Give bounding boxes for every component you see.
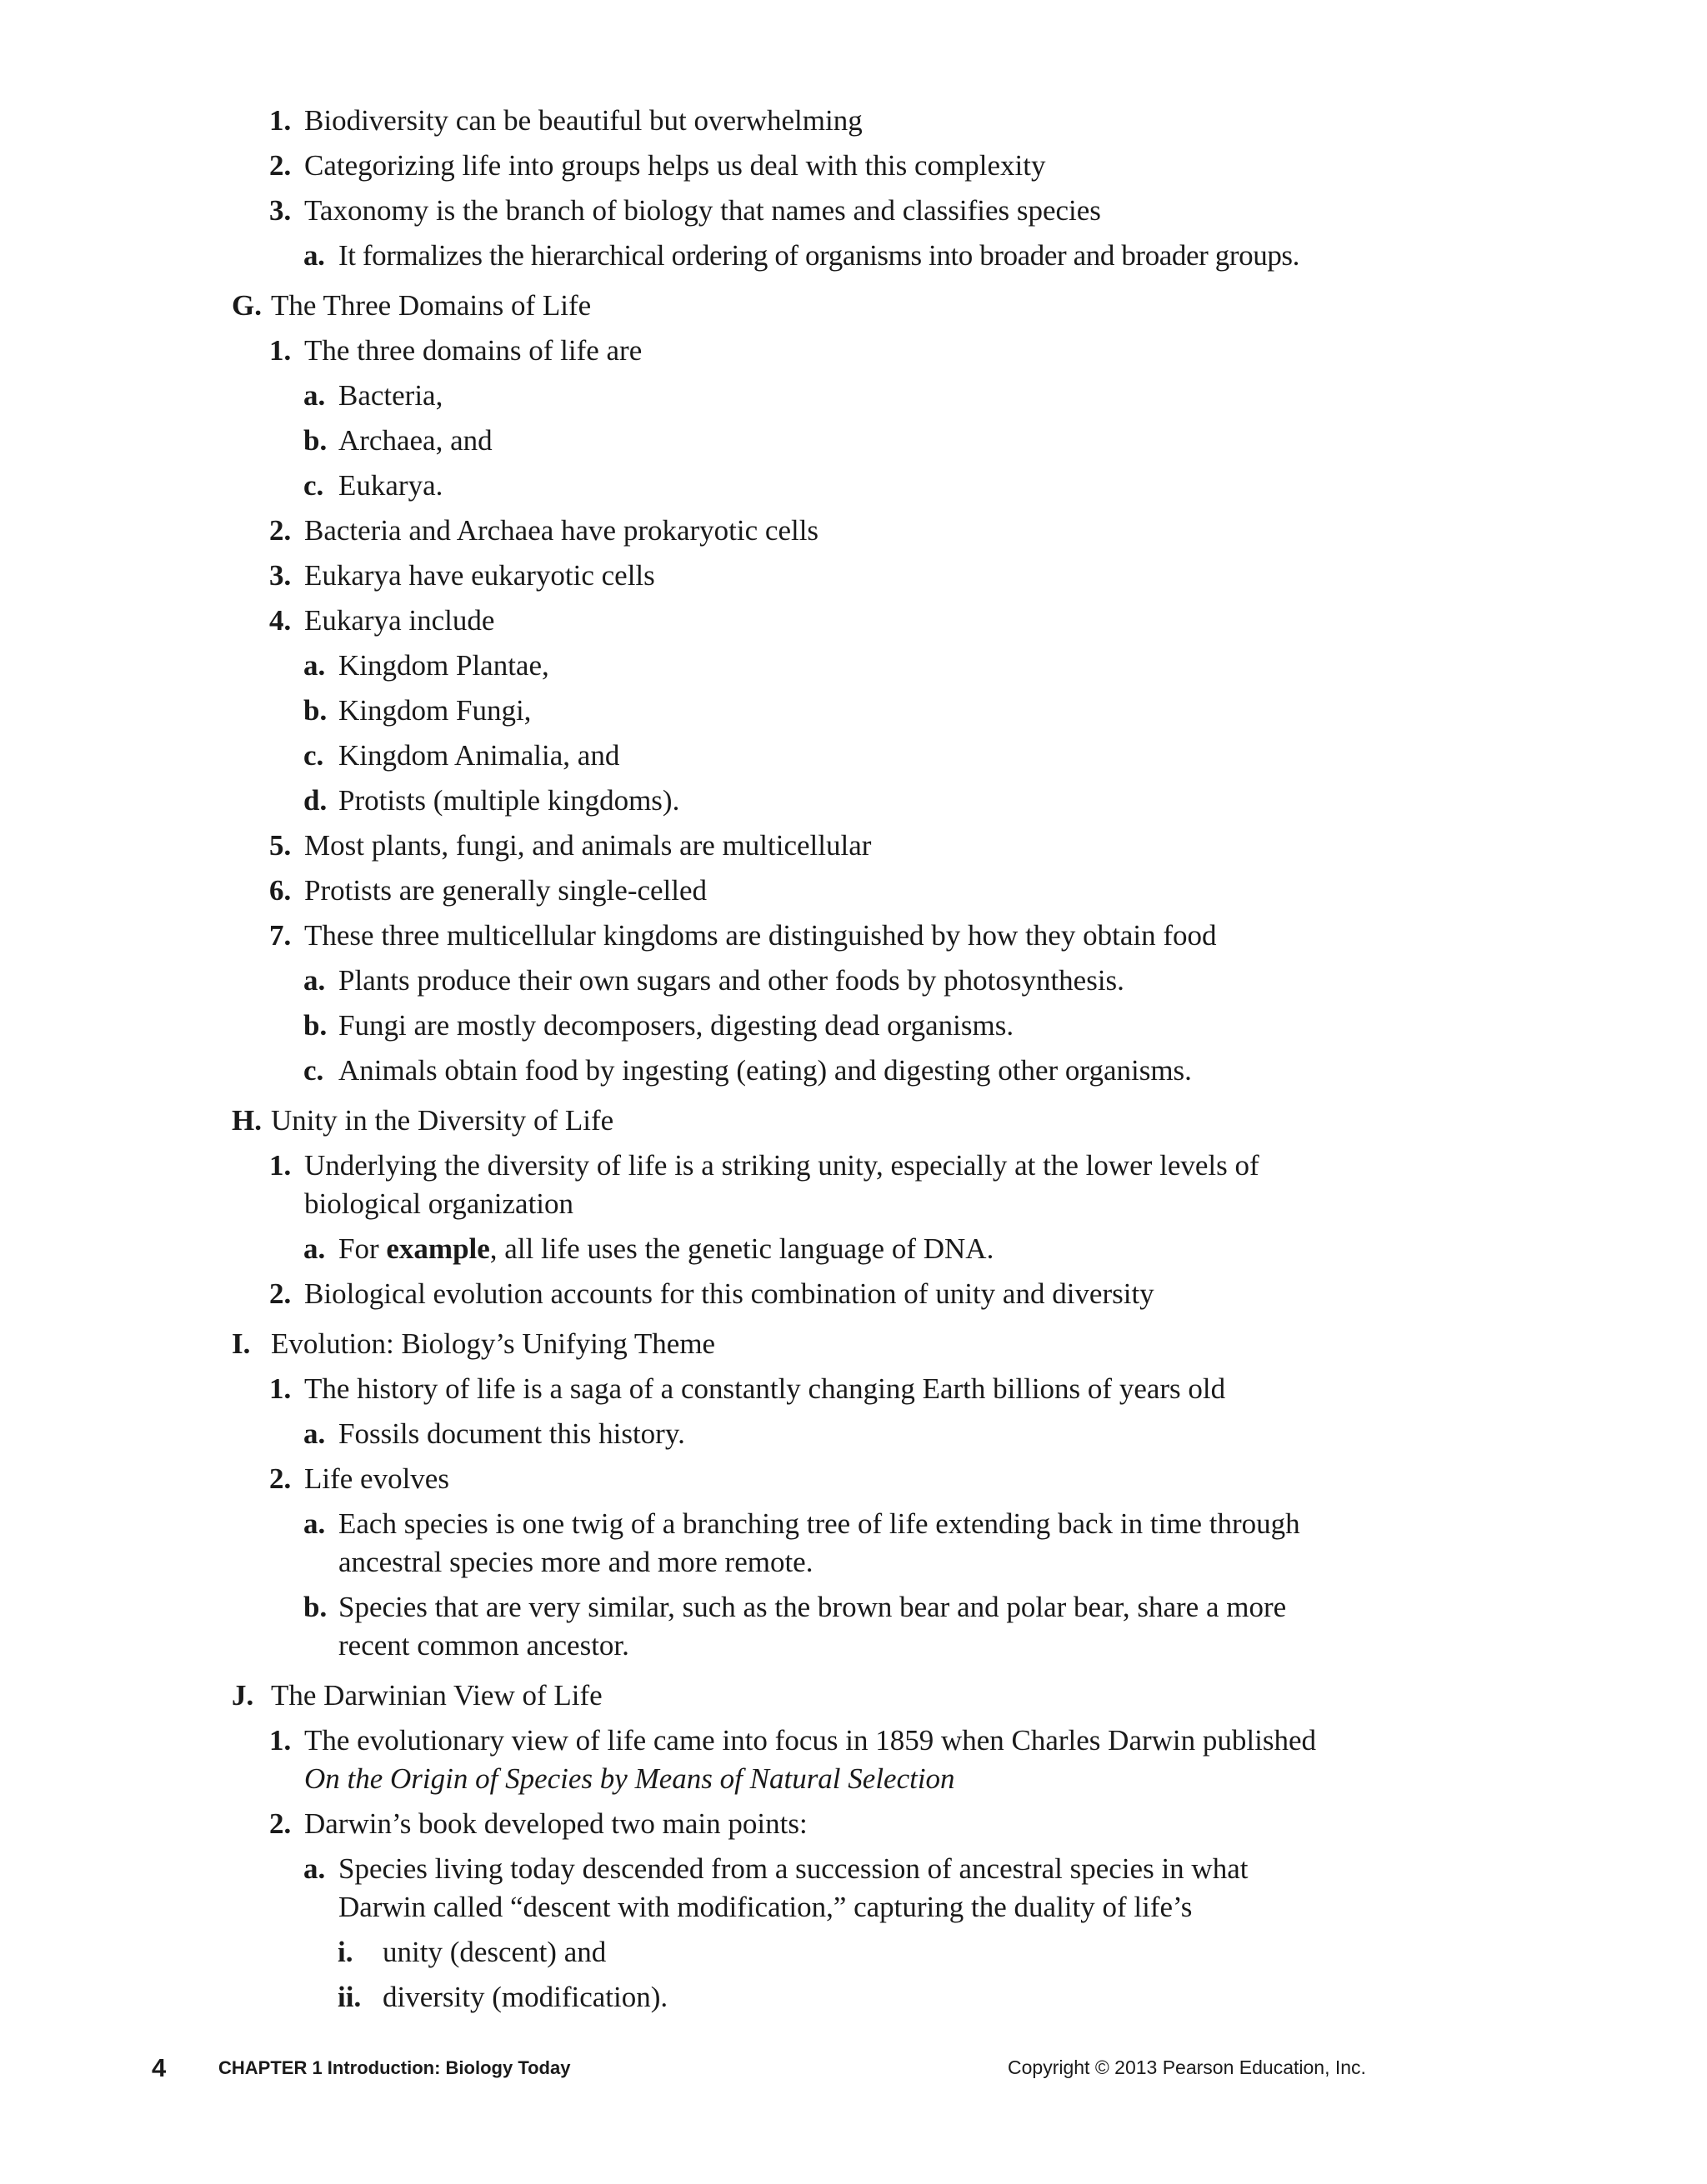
item-marker: a. <box>303 239 325 272</box>
item-text: Species that are very similar, such as the brown bear and polar bear, share a more <box>338 1591 1287 1623</box>
item-text: Kingdom Animalia, and <box>338 739 620 772</box>
section-title: The Darwinian View of Life <box>271 1679 603 1712</box>
item-text-continuation: recent common ancestor. <box>338 1629 629 1662</box>
item-marker: b. <box>303 694 328 727</box>
item-text: Each species is one twig of a branching tree of life extending back in time through <box>338 1507 1300 1540</box>
item-marker: 1. <box>269 334 292 367</box>
item-marker: d. <box>303 784 328 817</box>
item-text: Animals obtain food by ingesting (eating) and digesting other organisms. <box>338 1054 1192 1087</box>
item-marker: a. <box>303 1232 326 1265</box>
item-text: It formalizes the hierarchical ordering of organisms into broader and broader groups. <box>338 239 1299 272</box>
item-marker: 2. <box>269 1277 292 1310</box>
item-marker: c. <box>303 739 324 772</box>
item-marker: 2. <box>269 514 292 547</box>
copyright-notice: Copyright © 2013 Pearson Education, Inc. <box>1008 2057 1366 2078</box>
section-title: Evolution: Biology’s Unifying Theme <box>271 1327 716 1360</box>
item-marker: 2. <box>269 1807 292 1840</box>
item-text: Protists (multiple kingdoms). <box>338 784 680 817</box>
item-text: unity (descent) and <box>383 1936 607 1968</box>
item-text: Taxonomy is the branch of biology that names and classifies species <box>304 194 1101 227</box>
item-text: Most plants, fungi, and animals are multicellular <box>304 829 872 862</box>
item-marker: a. <box>303 1852 326 1885</box>
item-marker: a. <box>303 964 326 997</box>
item-text: Darwin’s book developed two main points: <box>304 1807 808 1840</box>
item-marker: a. <box>303 1507 326 1540</box>
page-number: 4 <box>152 2053 167 2082</box>
item-text-continuation: biological organization <box>304 1187 574 1220</box>
item-text: Kingdom Plantae, <box>338 649 549 682</box>
item-text: The evolutionary view of life came into focus in 1859 when Charles Darwin published <box>304 1724 1316 1757</box>
item-marker: 1. <box>269 1724 292 1757</box>
section-marker: H. <box>232 1104 262 1137</box>
item-text: Archaea, and <box>338 424 493 457</box>
item-text: For example, all life uses the genetic language of DNA. <box>338 1232 994 1265</box>
item-text-continuation: ancestral species more and more remote. <box>338 1546 813 1578</box>
item-text: Underlying the diversity of life is a striking unity, especially at the lower levels of <box>304 1149 1259 1182</box>
chapter-title: CHAPTER 1 Introduction: Biology Today <box>218 2057 571 2078</box>
item-text: Bacteria and Archaea have prokaryotic cells <box>304 514 819 547</box>
item-text: Eukarya have eukaryotic cells <box>304 559 655 592</box>
item-marker: 4. <box>269 604 292 637</box>
section-title: Unity in the Diversity of Life <box>271 1104 614 1137</box>
item-text: The history of life is a saga of a constantly changing Earth billions of years old <box>304 1372 1226 1405</box>
item-text: Biological evolution accounts for this combination of unity and diversity <box>304 1277 1154 1310</box>
item-marker: a. <box>303 1417 326 1450</box>
item-marker: b. <box>303 424 328 457</box>
section-marker: G. <box>232 289 262 322</box>
item-text: Fossils document this history. <box>338 1417 685 1450</box>
section-marker: I. <box>232 1327 251 1360</box>
item-marker: 3. <box>269 559 292 592</box>
item-marker: b. <box>303 1009 328 1042</box>
item-marker: 5. <box>269 829 292 862</box>
item-marker: c. <box>303 469 324 502</box>
item-text: Eukarya include <box>304 604 495 637</box>
item-marker: a. <box>303 649 326 682</box>
item-marker: ii. <box>338 1981 362 2013</box>
item-text: The three domains of life are <box>304 334 643 367</box>
item-marker: b. <box>303 1591 328 1623</box>
item-marker: c. <box>303 1054 324 1087</box>
item-text: Fungi are mostly decomposers, digesting dead organisms. <box>338 1009 1014 1042</box>
item-text: Life evolves <box>304 1462 449 1495</box>
item-marker: 1. <box>269 104 292 137</box>
section-title: The Three Domains of Life <box>271 289 592 322</box>
item-marker: 1. <box>269 1372 292 1405</box>
item-text: Protists are generally single-celled <box>304 874 708 907</box>
book-title: On the Origin of Species by Means of Natural Selection <box>304 1762 955 1795</box>
item-marker: 7. <box>269 919 292 952</box>
item-marker: a. <box>303 379 326 412</box>
item-text: Biodiversity can be beautiful but overwhelming <box>304 104 863 137</box>
item-text: These three multicellular kingdoms are distinguished by how they obtain food <box>304 919 1217 952</box>
item-text: Kingdom Fungi, <box>338 694 532 727</box>
item-text: Eukarya. <box>338 469 443 502</box>
item-marker: 1. <box>269 1149 292 1182</box>
item-marker: 6. <box>269 874 292 907</box>
item-text-continuation: Darwin called “descent with modification,” capturing the duality of life’s <box>338 1891 1193 1923</box>
item-text: Categorizing life into groups helps us deal with this complexity <box>304 149 1046 182</box>
item-text: Bacteria, <box>338 379 443 412</box>
item-marker: 3. <box>269 194 292 227</box>
item-marker: i. <box>338 1936 353 1968</box>
section-marker: J. <box>232 1679 254 1712</box>
item-marker: 2. <box>269 1462 292 1495</box>
bold-term: example <box>386 1232 490 1265</box>
item-text: diversity (modification). <box>383 1981 668 2013</box>
item-text: Species living today descended from a succession of ancestral species in what <box>338 1852 1249 1885</box>
item-marker: 2. <box>269 149 292 182</box>
item-text: Plants produce their own sugars and other foods by photosynthesis. <box>338 964 1124 997</box>
